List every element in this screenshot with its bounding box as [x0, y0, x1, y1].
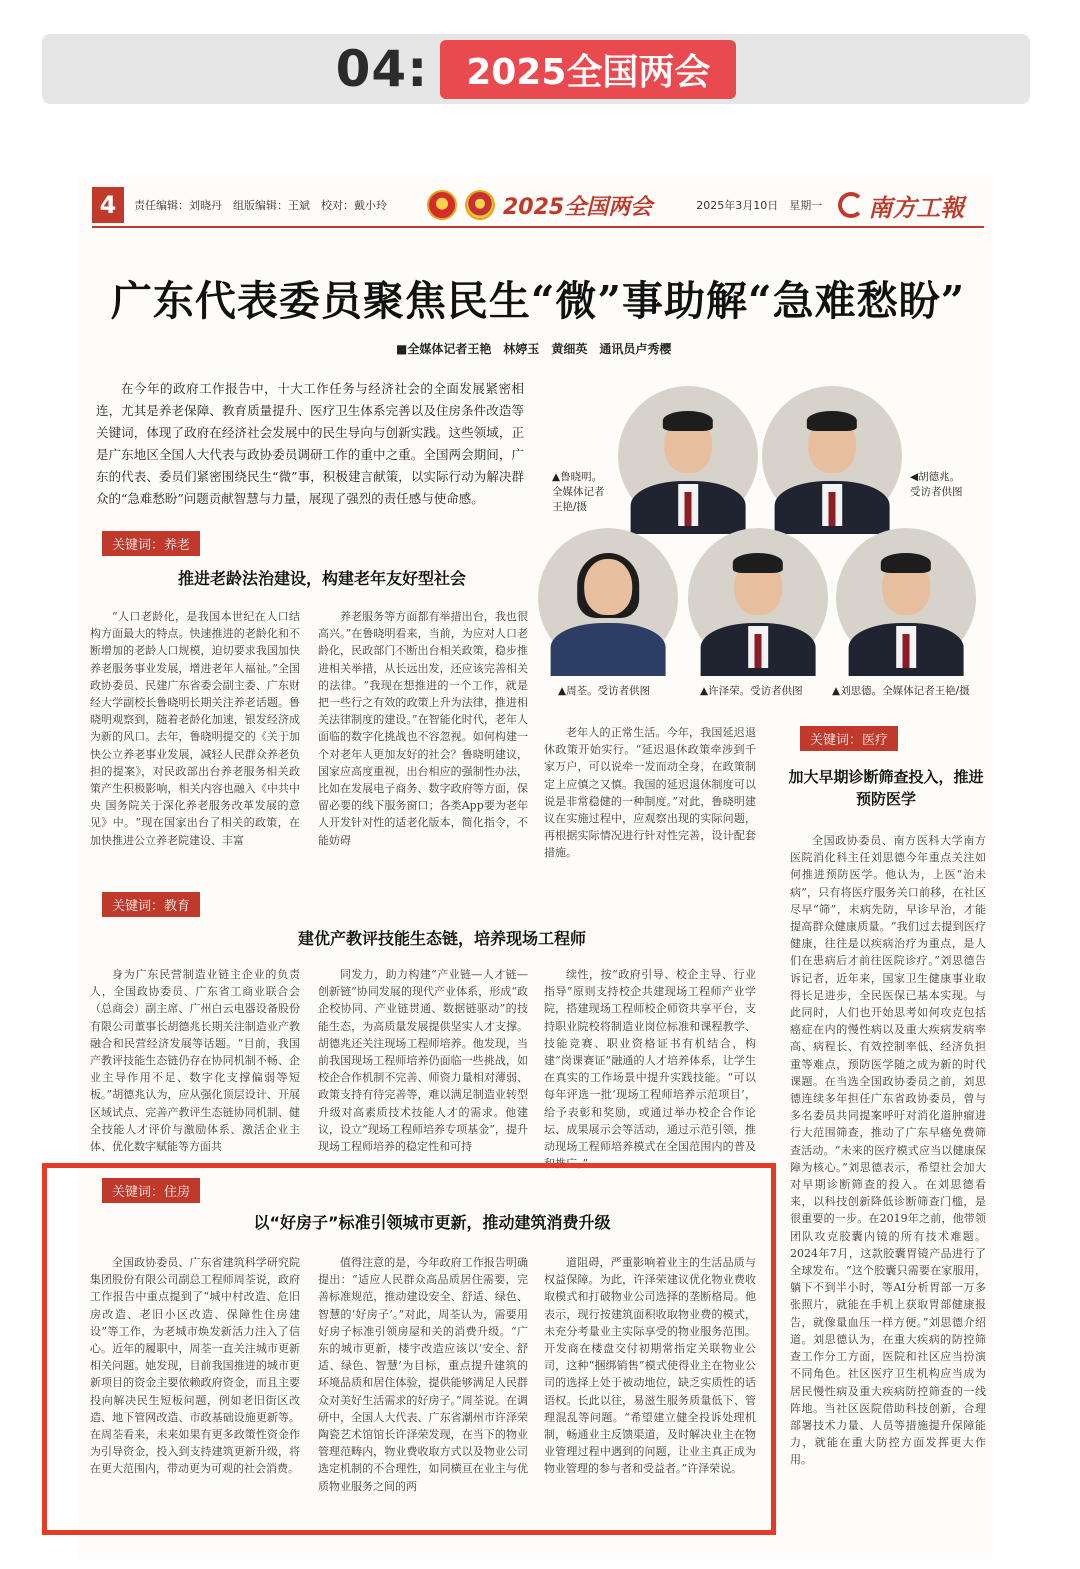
keyword-elderly: 关键词：养老: [102, 531, 200, 556]
paper-name: 南方工報: [868, 192, 965, 222]
page-banner: [42, 34, 1030, 104]
banner-tag: 2025全国两会: [440, 40, 736, 99]
housing-column-2: 值得注意的是，今年政府工作报告明确提出：“适应人民群众高品质居住需要，完善标准规范，推动建设安全、舒适、绿色、智慧的‘好房子’。”对此，周荃认为，需要用好房子标准引领房屋和关的消费升级。“广东的城市更新，楼宇改造应该以‘安全、舒适、绿色、智慧’为目标，重点提升建筑的环境品质和居住体验，提供能够满足人民群众对美好生活需求的好房子。”周荃说。在调研中，全国人大代表、广东省潮州市许泽荣陶瓷艺术馆馆长许泽荣发现，在当下的物业管理范畴内，物业费收取方式以及物业公司选定机制的不合理性，如同横亘在业主与优质物业服务之间的两: [318, 1256, 528, 1493]
article-headline: 广东代表委员聚焦民生“微”事助解“急难愁盼”: [110, 277, 966, 325]
elderly-column-3: 老年人的正常生活。今年，我国延迟退休政策开始实行。“延迟退休政策牵涉到千家万户，可以说牵一发而动全身，在政策制定上应慎之又慎。我国的延迟退休制度可以说是非常稳健的一种制度。”对此，鲁晓明建议在实施过程中，应观察出现的实际问题，再根据实际情况进行针对性完善，设计配套措施。: [544, 726, 756, 860]
caption-lu: ▲鲁晓明。 全媒体记者 王艳/摄: [552, 471, 605, 513]
housing-highlight-frame: [42, 1163, 776, 1535]
education-column-2: 同发力，助力构建“产业链—人才链—创新链”协同发展的现代产业体系，形成“政企校协同、产业链贯通、数据链驱动”的技能生态，为高质量发展提供坚实人才支撑。胡德兆还关注现场工程师培养。他发现，当前我国现场工程师培养仍面临一些挑战，如校企合作机制不完善、师资力量相对薄弱、政策支持有待完善等，难以满足制造业转型升级对高素质技术技能人才的需求。他建议，设立“现场工程师培养专项基金”，提升现场工程师培养的稳定性和可持: [318, 968, 528, 1154]
caption-xu: ▲许泽荣。受访者供图: [700, 685, 803, 697]
education-column-3: 续性，按“政府引导、校企主导、行业指导”原则支持校企共建现场工程师产业学院，搭建现场工程师校企师资共享平台，支持职业院校将制造业岗位标准和课程教学、技能竞赛、职业资格证书有机结合，构建“岗课赛证”融通的人才培养体系，让学生在真实的工作场景中提升实践技能。“可以每年评选一批‘现场工程师培养示范项目’，给予表彰和奖励，或通过举办校企合作论坛、成果展示会等活动，通过示范引领，推动现场工程师培养模式在全国范围内的普及和推广。”: [544, 968, 756, 1171]
keyword-housing: 关键词：住房: [102, 1178, 200, 1203]
paper-logo-icon: [838, 192, 864, 218]
article-lead: 在今年的政府工作报告中，十大工作任务与经济社会的全面发展紧密相连，尤其是养老保障、教育质量提升、医疗卫生体系完善以及住房条件改造等关键词，体现了政府在经济社会发展中的民生导向与创新实践。这些领域，正是广东地区全国人大代表与政协委员调研工作的重中之重。全国两会期间，广东的代表、委员们紧密围绕民生“微”事，积极建言献策，以实际行动为解决群众的“急难愁盼”问题贡献智慧与力量，展现了强烈的责任感与使命感。: [96, 381, 524, 506]
editors-line: 责任编辑：刘晓丹 组版编辑：王斌 校对：戴小玲: [134, 199, 387, 212]
keyword-medical: 关键词：医疗: [800, 726, 898, 751]
portrait-photo-liu: [836, 528, 976, 668]
portrait-photo-xu: [688, 528, 828, 668]
housing-column-1: 全国政协委员、广东省建筑科学研究院集团股份有限公司副总工程师周荃说，政府工作报告中重点提到了“城中村改造、危旧房改造、老旧小区改造、保障性住房建设”等工作，为老城市焕发新活力注入了信心。近年的履职中，周荃一直关注城市更新相关问题。她发现，目前我国推进的城市更新项目的资金主要依赖政府资金，而且主要投向解决民生短板问题，例如老旧街区改造、地下管网改造、市政基础设施更新等。在周荃看来，未来如果有更多政策性资金作为引导资金，投入到支持建筑更新升级，将在更大范围内，带动更为可观的社会消费。: [90, 1256, 300, 1476]
section-title-housing: 以“好房子”标准引领城市更新，推动建筑消费升级: [253, 1213, 611, 1232]
keyword-education: 关键词：教育: [102, 892, 200, 917]
emblems: [427, 190, 495, 220]
section-title-medical: 加大早期诊断筛查投入，推进预防医学: [788, 768, 984, 808]
masthead-date: 2025年3月10日 星期一: [696, 199, 823, 212]
housing-column-3: 道阻碍，严重影响着业主的生活品质与权益保障。为此，许泽荣建议优化物业费收取模式和打破物业公司选择的垄断格局。他表示，现行按建筑面积收取物业费的模式，未充分考量业主实际享受的物业服务范围。开发商在楼盘交付初期常指定关联物业公司，这种“捆绑销售”模式使得业主在物业公司的选择上处于被动地位，缺乏实质性的话语权。长此以往，易滋生服务质量低下、管理混乱等问题。“希望建立健全投诉处理机制，畅通业主反馈渠道，及时解决业主在物业管理过程中遇到的问题，让业主真正成为物业管理的参与者和受益者。”许泽荣说。: [544, 1256, 756, 1476]
caption-liu: ▲刘思德。全媒体记者王艳/摄: [832, 685, 970, 697]
cppcc-emblem-icon: [465, 190, 495, 220]
section-title-education: 建优产教评技能生态链，培养现场工程师: [297, 929, 586, 948]
elderly-column-2: 养老服务等方面都有举措出台，我也很高兴。”在鲁晓明看来，当前，为应对人口老龄化，民政部门不断出台相关政策，稳步推进相关举措，从长远出发，还应该完善相关的法律。“我现在想推进的一个工作，就是把一些行之有效的政策上升为法律，推进相关法律制度的建设。”在智能化时代，老年人面临的数字化挑战也不容忽视。如何构建一个对老年人更加友好的社会？鲁晓明建议，国家应高度重视，出台相应的强制性办法，比如在发展电子商务、数字政府等方面，保留必要的线下服务窗口；各类App要为老年人开发针对性的适老化版本，简化指令，不能妨碍: [318, 610, 528, 847]
section-title-elderly: 推进老龄法治建设，构建老年友好型社会: [177, 569, 466, 588]
paper-logo: [838, 188, 964, 223]
caption-zhou: ▲周荃。受访者供图: [558, 685, 651, 697]
banner-number: 04:: [335, 40, 429, 98]
national-emblem-icon: [427, 190, 457, 220]
article-byline: ■全媒体记者王艳 林婷玉 黄细英 通讯员卢秀樱: [396, 342, 672, 356]
masthead: [92, 184, 984, 228]
portrait-photo-zhou: [538, 528, 678, 668]
masthead-title: 2025全国两会: [503, 194, 653, 220]
medical-column: 全国政协委员、南方医科大学南方医院消化科主任刘思德今年重点关注如何推进预防医学。他认为，上医“治未病”，只有将医疗服务关口前移，在社区尽早“筛”，未病先防，早诊早治，才能提高群众健康质量。“我们过去提到医疗健康，往往是以疾病治疗为重点，是人们在患病后才前往医院诊疗。”刘思德告诉记者，近年来，国家卫生健康事业取得长足进步，全民医保已基本实现。与此同时，人们也开始思考如何攻克包括癌症在内的慢性病以及重大疾病发病率高、病程长、有效控制率低、经济负担重等难点，预防医学随之成为新的时代课题。在当选全国政协委员之前，刘思德连续多年担任广东省政协委员，曾与多名委员共同提案呼吁对消化道肿瘤进行大范围筛查，推动了广东早癌免费筛查活动。“未来的医疗模式应当以健康保障为核心。”刘思德表示，希望社会加大对早期诊断筛查的投入。在刘思德看来，以科技创新降低诊断筛查门槛，是很重要的一步。在2019年之前，他带领团队攻克胶囊内镜的所有技术难题。2024年7月，这款胶囊胃镜产品进行了全球发布。“这个胶囊只需要在家服用，躺下不到半小时，等AI分析胃部一万多张照片，就能在手机上获取胃部健康报告，就像量血压一样方便。”刘思德介绍道。刘思德认为，在重大疾病的防控筛查工作分工方面，医院和社区应当扮演不同角色。社区医疗卫生机构应当成为居民慢性病及重大疾病防控筛查的一线阵地。当社区医院借助科技创新，合理部署技术力量、人员等措施提升保障能力，就能在重大防控方面发挥更大作用。: [790, 834, 986, 1467]
elderly-column-1: “人口老龄化，是我国本世纪在人口结构方面最大的特点。快速推进的老龄化和不断增加的老龄人口规模，迫切要求我国加快养老服务事业发展，增进老年人福祉。”全国政协委员、民建广东省委会副主委、广东财经大学副校长鲁晓明长期关注养老话题。鲁晓明观察到，随着老龄化加速，银发经济成为新的风口。去年，鲁晓明提交的《关于加快公立养老事业发展，减轻人民群众养老负担的提案》，对民政部出台养老服务相关政策产生积极影响，相关内容也融入《中共中央 国务院关于深化养老服务改革发展的意见》中。“现在国家出台了相关的政策，在加快推进公立养老院建设、丰富: [90, 610, 300, 847]
portrait-photo-lu: [618, 386, 758, 526]
portrait-photo-hu: [762, 386, 902, 526]
education-column-1: 身为广东民营制造业链主企业的负责人，全国政协委员、广东省工商业联合会（总商会）副主席、广州白云电器设备股份有限公司董事长胡德兆长期关注制造业产教融合和民营经济发展等话题。“目前，我国产教评技能生态链仍存在协同机制不畅、企业主导作用不足、数字化支撑偏弱等短板。”胡德兆认为，应从强化顶层设计、开展区域试点、完善产教评生态链协同机制、健全技能人才评价与激励体系、激活企业主体、优化数字赋能等方面共: [90, 968, 300, 1154]
caption-hu: ◀胡德兆。 受访者供图: [910, 471, 963, 498]
page-number: 4: [92, 187, 124, 223]
